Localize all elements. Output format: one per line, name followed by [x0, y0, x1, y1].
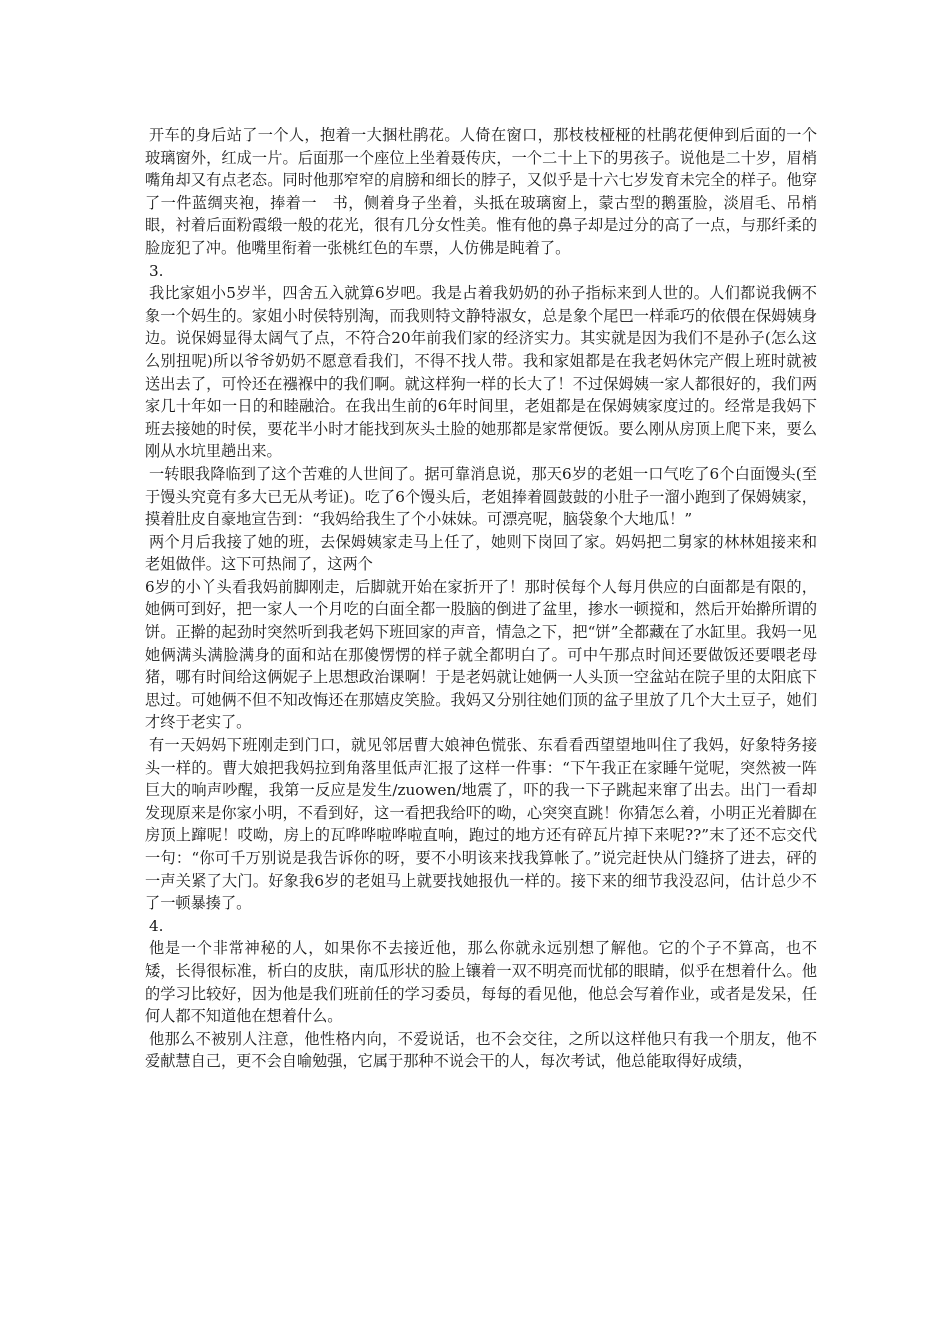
paragraph-7: 他是一个非常神秘的人，如果你不去接近他，那么你就永远别想了解他。它的个子不算高，也不矮，长得很标准，析白的皮肤，南瓜形状的脸上镶着一双不明亮而忧郁的眼睛，似乎在想着什么。他的学习比较好，因为他是我们班前任的学习委员，每每的看见他，他总会写着作业，或者是发呆，任何人都不知道他在想着什么。	[145, 939, 817, 1026]
paragraph-5: 6岁的小丫头看我妈前脚刚走，后脚就开始在家折开了！那时侯每个人每月供应的白面都是有限的，她俩可到好，把一家人一个月吃的白面全都一股脑的倒进了盆里，掺水一顿搅和，然后开始擀所谓的饼。正擀的起劲时突然听到我老妈下班回家的声音，情急之下，把“饼”全都藏在了水缸里。我妈一见她俩满头满脸满身的面和站在那傻愣愣的样子就全都明白了。可中午那点时间还要做饭还要喂老母猪，哪有时间给这俩妮子上思想政治课啊！于是老妈就让她俩一人头顶一空盆站在院子里的太阳底下思过。可她俩不但不知改悔还在那嬉皮笑脸。我妈又分别往她们顶的盆子里放了几个大土豆子，她们才终于老实了。	[145, 577, 817, 732]
paragraph-1: 开车的身后站了一个人，抱着一大捆杜鹃花。人倚在窗口，那枝枝桠桠的杜鹃花便伸到后面的一个玻璃窗外，红成一片。后面那一个座位上坐着聂传庆，一个二十上下的男孩子。说他是二十岁，眉梢嘴角却又有点老态。同时他那窄窄的肩膀和细长的脖子，又似乎是十六七岁发育未完全的样子。他穿了一件蓝绸夹袍，捧着一 书，侧着身子坐着，头抵在玻璃窗上，蒙古型的鹅蛋脸，淡眉毛、吊梢眼，衬着后面粉霞缎一般的花光，很有几分女性美。惟有他的鼻子却是过分的高了一点，与那纤柔的脸庞犯了冲。他嘴里衔着一张桃红色的车票，人仿佛是盹着了。	[145, 126, 817, 257]
paragraph-6: 有一天妈妈下班刚走到门口，就见邻居曹大娘神色慌张、东看看西望望地叫住了我妈，好象特务接头一样的。曹大娘把我妈拉到角落里低声汇报了这样一件事：“下午我正在家睡午觉呢，突然被一阵巨大的响声吵醒，我第一反应是发生/zuowen/地震了，吓的我一下子跳起来窜了出去。出门一看却发现原来是你家小明，不看到好，这一看把我给吓的呦，心突突直跳！你猜怎么着，小明正光着脚在房顶上蹿呢！哎呦，房上的瓦哗哗啦哗啦直响，跑过的地方还有碎瓦片掉下来呢??”末了还不忘交代一句：“你可千万别说是我告诉你的呀，要不小明该来找我算帐了。”说完赶快从门缝挤了进去，砰的一声关紧了大门。好象我6岁的老姐马上就要找她报仇一样的。接下来的细节我没忍问，估计总少不了一顿暴揍了。	[145, 736, 817, 913]
section-number-4: 4.	[149, 916, 164, 935]
paragraph-2: 我比家姐小5岁半，四舍五入就算6岁吧。我是占着我奶奶的孙子指标来到人世的。人们都说我俩不象一个妈生的。家姐小时侯特别淘，而我则特文静特淑女，总是象个尾巴一样乖巧的依偎在保姆姨身边。说保姆显得太阔气了点，不符合20年前我们家的经济实力。其实就是因为我们不是孙子(怎么这么别扭呢)所以爷爷奶奶不愿意看我们，不得不找人带。我和家姐都是在我老妈休完产假上班时就被送出去了，可怜还在襁褓中的我们啊。就这样狗一样的长大了！不过保姆姨一家人都很好的，我们两家几十年如一日的和睦融洽。在我出生前的6年时间里，老姐都是在保姆姨家度过的。经常是我妈下班去接她的时侯，要花半小时才能找到灰头土脸的她那都是家常便饭。要么刚从房顶上爬下来，要么刚从水坑里趟出来。	[145, 284, 817, 461]
paragraph-4: 两个月后我接了她的班，去保姆姨家走马上任了，她则下岗回了家。妈妈把二舅家的林林姐接来和老姐做伴。这下可热闹了，这两个	[145, 532, 817, 574]
section-number-3: 3.	[149, 261, 164, 280]
paragraph-8: 他那么不被别人注意，他性格内向，不爱说话，也不会交往，之所以这样他只有我一个朋友，他不爱献慧自己，更不会自喻勉强，它属于那种不说会干的人，每次考试，他总能取得好成绩，	[145, 1029, 817, 1071]
document-body	[145, 124, 817, 1073]
paragraph-3: 一转眼我降临到了这个苦难的人世间了。据可靠消息说，那天6岁的老姐一口气吃了6个白面馒头(至于馒头究竟有多大已无从考证)。吃了6个馒头后，老姐捧着圆鼓鼓的小肚子一溜小跑到了保姆姨家，摸着肚皮自豪地宣告到：“我妈给我生了个小妹妹。可漂亮呢，脑袋象个大地瓜！”	[145, 464, 817, 529]
